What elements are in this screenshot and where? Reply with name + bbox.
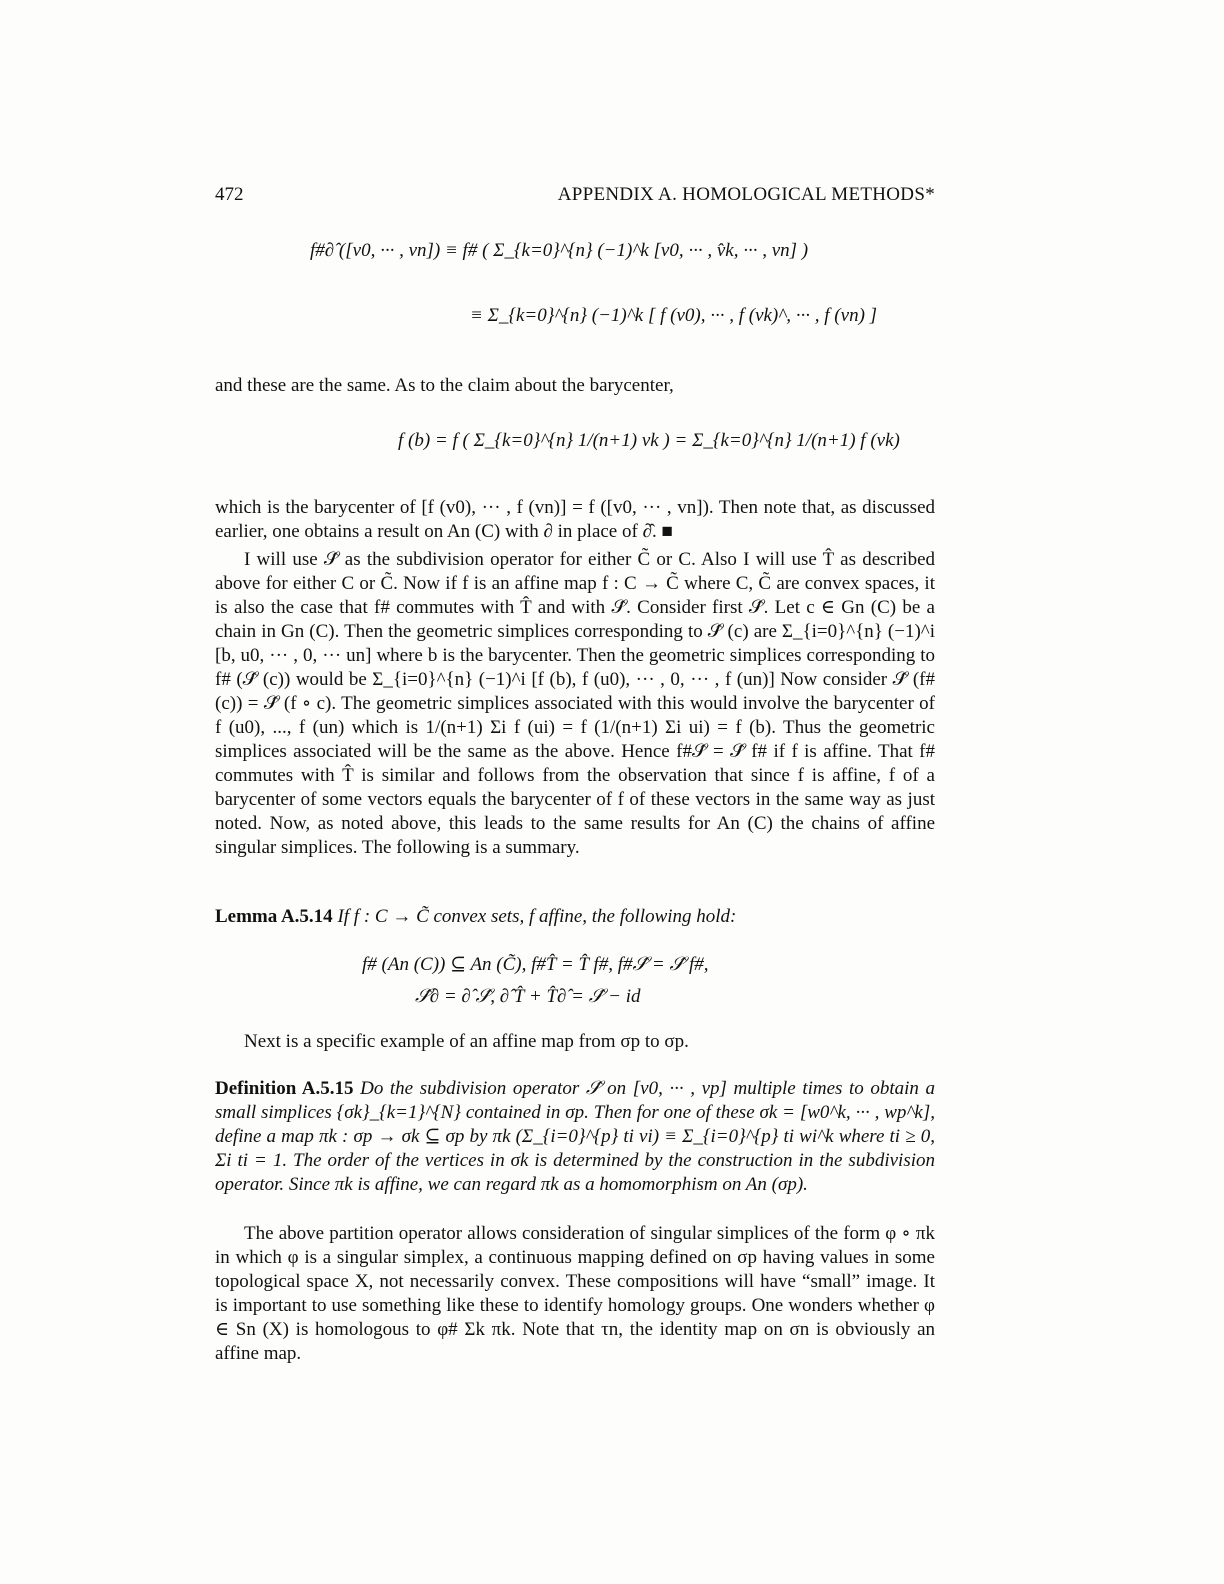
paragraph-text: which is the barycenter of [f (v0), ··· , f (vn)] = f ([v0, ··· , vn]). Then note that, as discussed earlier, one obtains a result on An (C) with ∂ in place of ∂̂. ■ <box>215 497 935 542</box>
equation-barycenter: f (b) = f ( Σ_{k=0}^{n} 1/(n+1) vk ) = Σ_{k=0}^{n} 1/(n+1) f (vk) <box>398 430 900 451</box>
paragraph-text: The above partition operator allows consideration of singular simplices of the form φ ∘ πk in which φ is a singular simplex, a continuous mapping defined on σp having values in some topological space X, not necessarily convex. These compositions will have “small” image. It is important to use something like these to identify homology groups. One wonders whether φ ∈ Sn (X) is homologous to φ# Σk πk. Note that τn, the identity map on σn is obviously an affine map. <box>215 1223 935 1364</box>
lemma-label: Lemma A.5.14 <box>215 906 333 927</box>
equation-boundary-line1: f#∂̂ ([v0, ··· , vn]) ≡ f# ( Σ_{k=0}^{n} (−1)^k [v0, ··· , v̂k, ··· , vn] ) <box>310 240 809 261</box>
page-number: 472 <box>215 184 244 205</box>
equation-boundary-line2: ≡ Σ_{k=0}^{n} (−1)^k [ f (v0), ··· , f (vk)^, ··· , f (vn) ] <box>470 305 878 326</box>
definition-label: Definition A.5.15 <box>215 1078 354 1099</box>
lemma-statement <box>215 905 935 929</box>
paragraph-text: and these are the same. As to the claim about the barycenter, <box>215 375 674 396</box>
paragraph <box>215 1222 935 1366</box>
paragraph-text: I will use 𝒮̂ as the subdivision operator for either C̃ or C. Also I will use T̂ as described above for either C or C̃. Now if f is an affine map f : C → C̃ where C, C̃ are convex spaces, it is also the case that f# commutes with T̂ and with 𝒮̂. Consider first 𝒮̂. Let c ∈ Gn (C) be a chain in Gn (C). Then the geometric simplices corresponding to 𝒮̂ (c) are Σ_{i=0}^{n} (−1)^i [b, u0, ··· , 0, ··· un] where b is the barycenter. Then the geometric simplices corresponding to f# (𝒮̂ (c)) would be Σ_{i=0}^{n} (−1)^i [f (b), f (u0), ··· , 0, ··· , f (un)] Now consider 𝒮̂ (f# (c)) = 𝒮̂ (f ∘ c). The geometric simplices associated with this would involve the barycenter of f (u0), ..., f (un) which is 1/(n+1) Σi f (ui) = f (1/(n+1) Σi ui) = f (b). Thus the geometric simplices associated will be the same as the above. Hence f#𝒮̂ = 𝒮̂ f# if f is affine. That f# commutes with T̂ is similar and follows from the observation that since f is affine, f of a barycenter of some vectors equals the barycenter of f of these vectors in the same way as just noted. Now, as noted above, this leads to the same results for An (C) the chains of affine singular simplices. The following is a summary. <box>215 549 935 858</box>
lemma-equation-line2: 𝒮̂∂ = ∂̂ 𝒮̂, ∂̂ T̂ + T̂∂̂ = 𝒮̂ − id <box>415 986 641 1007</box>
paragraph <box>215 548 935 860</box>
definition-text: Do the subdivision operator 𝒮̂ on [v0, ··· , vp] multiple times to obtain a small simplices {σk}_{k=1}^{N} contained in σp. Then for one of these σk = [w0^k, ··· , wp^k], define a map πk : σp → σk ⊆ σp by πk (Σ_{i=0}^{p} ti vi) ≡ Σ_{i=0}^{p} ti wi^k where ti ≥ 0, Σi ti = 1. The order of the vertices in σk is determined by the construction in the subdivision operator. Since πk is affine, we can regard πk as a homomorphism on An (σp). <box>215 1078 935 1195</box>
definition-statement <box>215 1077 935 1197</box>
paragraph <box>215 1030 935 1054</box>
running-title: APPENDIX A. HOMOLOGICAL METHODS* <box>557 184 935 205</box>
lemma-equation-line1: f# (An (C)) ⊆ An (C̃), f#T̂ = T̂ f#, f#𝒮̂ = 𝒮̂ f#, <box>362 954 709 975</box>
lemma-text: If f : C → C̃ convex sets, f affine, the following hold: <box>337 906 737 927</box>
paragraph <box>215 374 935 398</box>
paragraph-text: Next is a specific example of an affine map from σp to σp. <box>244 1031 689 1052</box>
paragraph <box>215 496 935 544</box>
